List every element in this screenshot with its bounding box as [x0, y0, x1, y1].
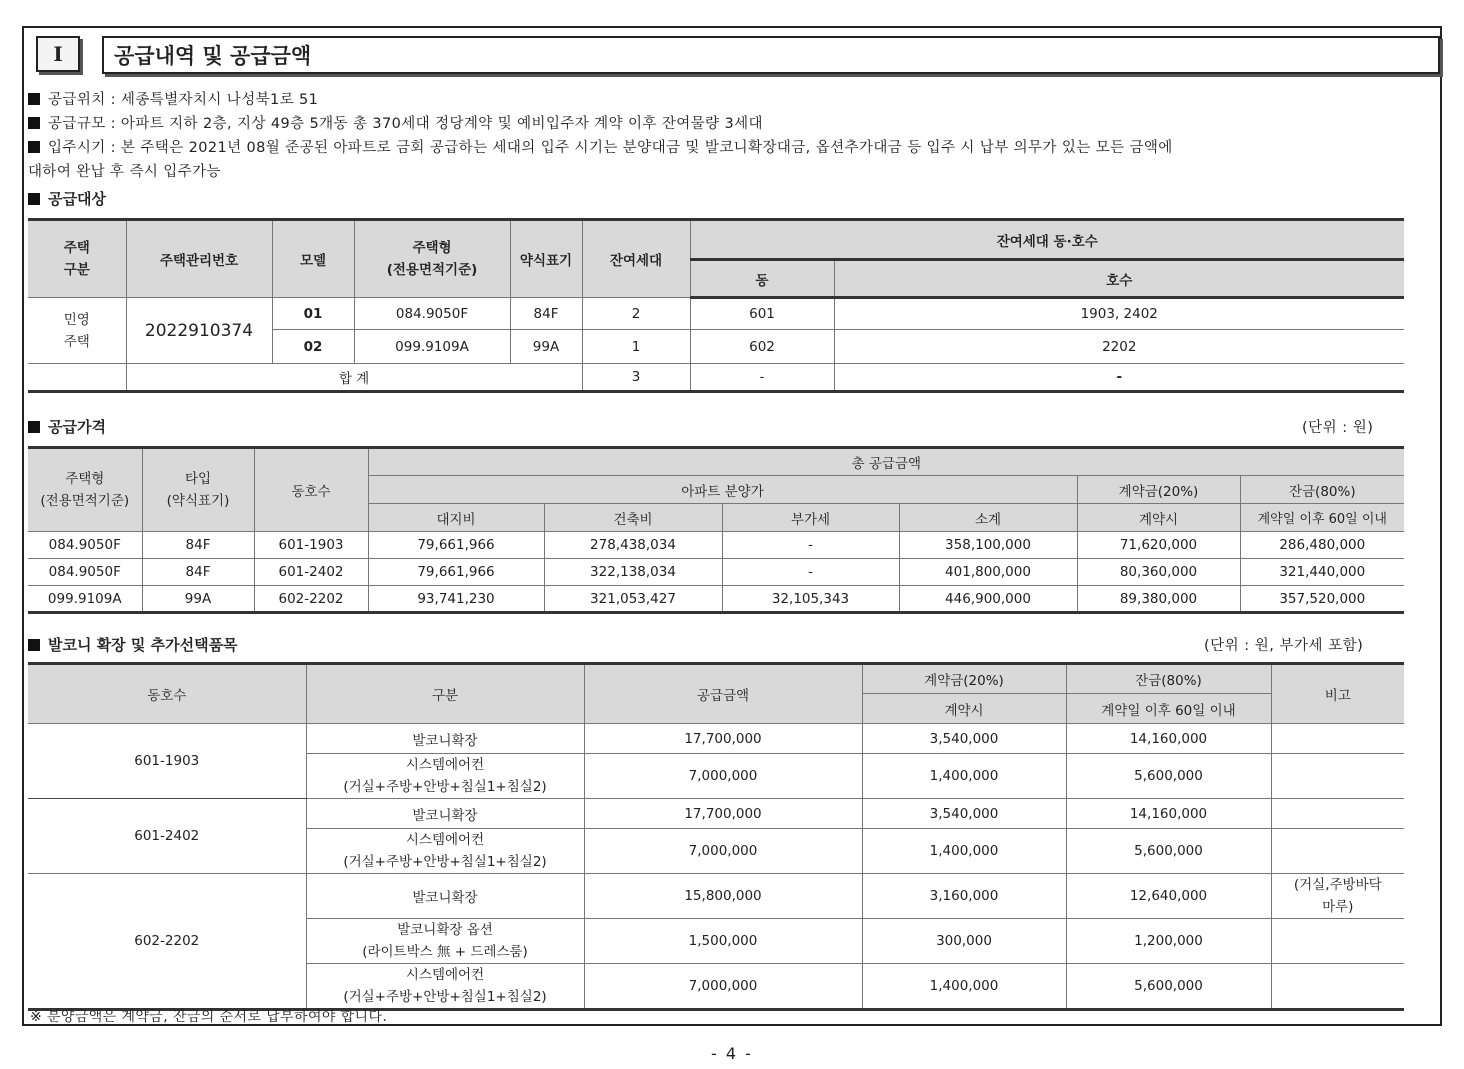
remark-cell: (거실,주방바닥 마루) [1271, 874, 1404, 919]
header-house-type: 주택형 (전용면적기준) [28, 448, 142, 532]
category-cell: 민영 주택 [28, 298, 126, 364]
building-cell: 322,138,034 [544, 559, 722, 586]
deposit-cell: 3,540,000 [862, 724, 1066, 754]
abbr-cell: 84F [510, 298, 582, 330]
header-within-60: 계약일 이후 60일 이내 [1066, 694, 1271, 724]
abbr-cell: 84F [142, 532, 254, 559]
header-subtotal: 소계 [899, 504, 1077, 532]
balance-cell: 5,600,000 [1066, 754, 1271, 799]
balcony-options-table [28, 662, 1404, 1011]
deposit-cell: 1,400,000 [862, 754, 1066, 799]
type-cell: 084.9050F [354, 298, 510, 330]
ho-cell: 2202 [834, 330, 1404, 364]
header-housing-category: 주택 구분 [28, 220, 126, 298]
balance-cell: 5,600,000 [1066, 964, 1271, 1010]
category-cell: 발코니확장 옵션 (라이트박스 無 + 드레스룸) [306, 919, 584, 964]
header-apt-price: 아파트 분양가 [368, 476, 1077, 504]
header-building: 건축비 [544, 504, 722, 532]
header-remaining: 잔여세대 [582, 220, 690, 298]
header-unit-no: 동호수 [28, 664, 306, 724]
amount-cell: 17,700,000 [584, 724, 862, 754]
model-cell: 02 [272, 330, 354, 364]
header-total-supply: 총 공급금액 [368, 448, 1404, 476]
deposit-cell: 89,380,000 [1077, 586, 1240, 613]
remark-cell [1271, 964, 1404, 1010]
table-row [28, 874, 1404, 919]
section-title: 공급내역 및 공급금액 [102, 36, 1440, 74]
payment-note: ※ 분양금액은 계약금, 잔금의 순서로 납부하여야 합니다. [30, 1009, 388, 1025]
table-row [28, 559, 1404, 586]
vat-cell: 32,105,343 [722, 586, 899, 613]
balance-cell: 1,200,000 [1066, 919, 1271, 964]
total-label: 합 계 [126, 364, 582, 392]
square-bullet-icon [28, 193, 40, 205]
table-row [28, 532, 1404, 559]
square-bullet-icon [28, 141, 40, 153]
page-number: - 4 - [711, 1044, 753, 1063]
header-unit-no: 동호수 [254, 448, 368, 532]
amount-cell: 17,700,000 [584, 799, 862, 829]
header-ho: 호수 [834, 260, 1404, 298]
header-house-type: 주택형 (전용면적기준) [354, 220, 510, 298]
header-type-abbr: 타입 (약식표기) [142, 448, 254, 532]
header-balance: 잔금(80%) [1240, 476, 1404, 504]
deposit-cell: 3,160,000 [862, 874, 1066, 919]
remark-cell [1271, 724, 1404, 754]
table-row [28, 298, 1404, 330]
header-vat: 부가세 [722, 504, 899, 532]
balance-cell: 12,640,000 [1066, 874, 1271, 919]
table-row [28, 724, 1404, 754]
header-remaining-units: 잔여세대 동·호수 [690, 220, 1404, 260]
abbr-cell: 99A [142, 586, 254, 613]
remark-cell [1271, 754, 1404, 799]
amount-cell: 15,800,000 [584, 874, 862, 919]
total-row [28, 364, 1404, 392]
category-cell: 발코니확장 [306, 874, 584, 919]
amount-cell: 7,000,000 [584, 754, 862, 799]
info-movein: 입주시기 : 본 주택은 2021년 08월 준공된 아파트로 금회 공급하는 세대의 입주 시기는 분양대금 및 발코니확장대금, 옵션추가대금 등 입주 시 납부 의무가 있는 모든 금액에 대하여 완납 후 즉시 입주가능 [28, 140, 1173, 180]
model-cell: 01 [272, 298, 354, 330]
header-at-contract: 계약시 [1077, 504, 1240, 532]
balance-cell: 14,160,000 [1066, 799, 1271, 829]
amount-cell: 7,000,000 [584, 829, 862, 874]
dong-cell: 602 [690, 330, 834, 364]
dong-cell: 601 [690, 298, 834, 330]
square-bullet-icon [28, 639, 40, 651]
header-balance: 잔금(80%) [1066, 664, 1271, 694]
header-remark: 비고 [1271, 664, 1404, 724]
category-cell: 발코니확장 [306, 799, 584, 829]
abbr-cell: 84F [142, 559, 254, 586]
balance-cell: 286,480,000 [1240, 532, 1404, 559]
type-cell: 084.9050F [28, 559, 142, 586]
vat-cell: - [722, 559, 899, 586]
options-heading: 발코니 확장 및 추가선택품목 [28, 634, 238, 655]
type-cell: 084.9050F [28, 532, 142, 559]
table-row [28, 799, 1404, 829]
balance-cell: 357,520,000 [1240, 586, 1404, 613]
category-cell: 발코니확장 [306, 724, 584, 754]
square-bullet-icon [28, 93, 40, 105]
deposit-cell: 71,620,000 [1077, 532, 1240, 559]
supply-target-table [28, 218, 1404, 393]
unit-cell: 602-2202 [254, 586, 368, 613]
mgmt-number-cell: 2022910374 [126, 298, 272, 364]
amount-cell: 7,000,000 [584, 964, 862, 1010]
price-unit: (단위 : 원) [1302, 420, 1374, 436]
document-frame [22, 26, 1442, 1026]
header-deposit: 계약금(20%) [862, 664, 1066, 694]
subtotal-cell: 446,900,000 [899, 586, 1077, 613]
deposit-cell: 3,540,000 [862, 799, 1066, 829]
total-count: 3 [582, 364, 690, 392]
balance-cell: 5,600,000 [1066, 829, 1271, 874]
land-cell: 93,741,230 [368, 586, 544, 613]
subtotal-cell: 401,800,000 [899, 559, 1077, 586]
subtotal-cell: 358,100,000 [899, 532, 1077, 559]
header-category: 구분 [306, 664, 584, 724]
count-cell: 2 [582, 298, 690, 330]
land-cell: 79,661,966 [368, 559, 544, 586]
vat-cell: - [722, 532, 899, 559]
square-bullet-icon [28, 117, 40, 129]
total-dong: - [690, 364, 834, 392]
remark-cell [1271, 919, 1404, 964]
category-cell: 시스템에어컨 (거실+주방+안방+침실1+침실2) [306, 754, 584, 799]
land-cell: 79,661,966 [368, 532, 544, 559]
total-ho: - [834, 364, 1404, 392]
unit-cell: 601-1903 [254, 532, 368, 559]
type-cell: 099.9109A [354, 330, 510, 364]
header-mgmt-number: 주택관리번호 [126, 220, 272, 298]
unit-cell: 601-1903 [28, 724, 306, 799]
building-cell: 278,438,034 [544, 532, 722, 559]
category-cell: 시스템에어컨 (거실+주방+안방+침실1+침실2) [306, 829, 584, 874]
amount-cell: 1,500,000 [584, 919, 862, 964]
price-heading: 공급가격 [28, 416, 106, 437]
section-header [36, 34, 1440, 74]
target-heading: 공급대상 [28, 188, 106, 209]
remark-cell [1271, 799, 1404, 829]
deposit-cell: 300,000 [862, 919, 1066, 964]
type-cell: 099.9109A [28, 586, 142, 613]
deposit-cell: 1,400,000 [862, 829, 1066, 874]
header-amount: 공급금액 [584, 664, 862, 724]
header-model: 모델 [272, 220, 354, 298]
header-within-60: 계약일 이후 60일 이내 [1240, 504, 1404, 532]
header-abbr: 약식표기 [510, 220, 582, 298]
abbr-cell: 99A [510, 330, 582, 364]
unit-cell: 601-2402 [28, 799, 306, 874]
balance-cell: 14,160,000 [1066, 724, 1271, 754]
info-location: 공급위치 : 세종특별자치시 나성북1로 51 [28, 88, 1408, 112]
unit-cell: 601-2402 [254, 559, 368, 586]
header-deposit: 계약금(20%) [1077, 476, 1240, 504]
header-land: 대지비 [368, 504, 544, 532]
section-number: I [36, 36, 80, 72]
unit-cell: 602-2202 [28, 874, 306, 1010]
header-at-contract: 계약시 [862, 694, 1066, 724]
table-row [28, 586, 1404, 613]
ho-cell: 1903, 2402 [834, 298, 1404, 330]
building-cell: 321,053,427 [544, 586, 722, 613]
options-unit: (단위 : 원, 부가세 포함) [1204, 638, 1364, 654]
supply-price-table [28, 446, 1404, 614]
deposit-cell: 80,360,000 [1077, 559, 1240, 586]
category-cell: 시스템에어컨 (거실+주방+안방+침실1+침실2) [306, 964, 584, 1010]
deposit-cell: 1,400,000 [862, 964, 1066, 1010]
balance-cell: 321,440,000 [1240, 559, 1404, 586]
remark-cell [1271, 829, 1404, 874]
info-scale: 공급규모 : 아파트 지하 2층, 지상 49층 5개동 총 370세대 정당계약 및 예비입주자 계약 이후 잔여물량 3세대 [28, 112, 1408, 136]
square-bullet-icon [28, 421, 40, 433]
header-dong: 동 [690, 260, 834, 298]
count-cell: 1 [582, 330, 690, 364]
